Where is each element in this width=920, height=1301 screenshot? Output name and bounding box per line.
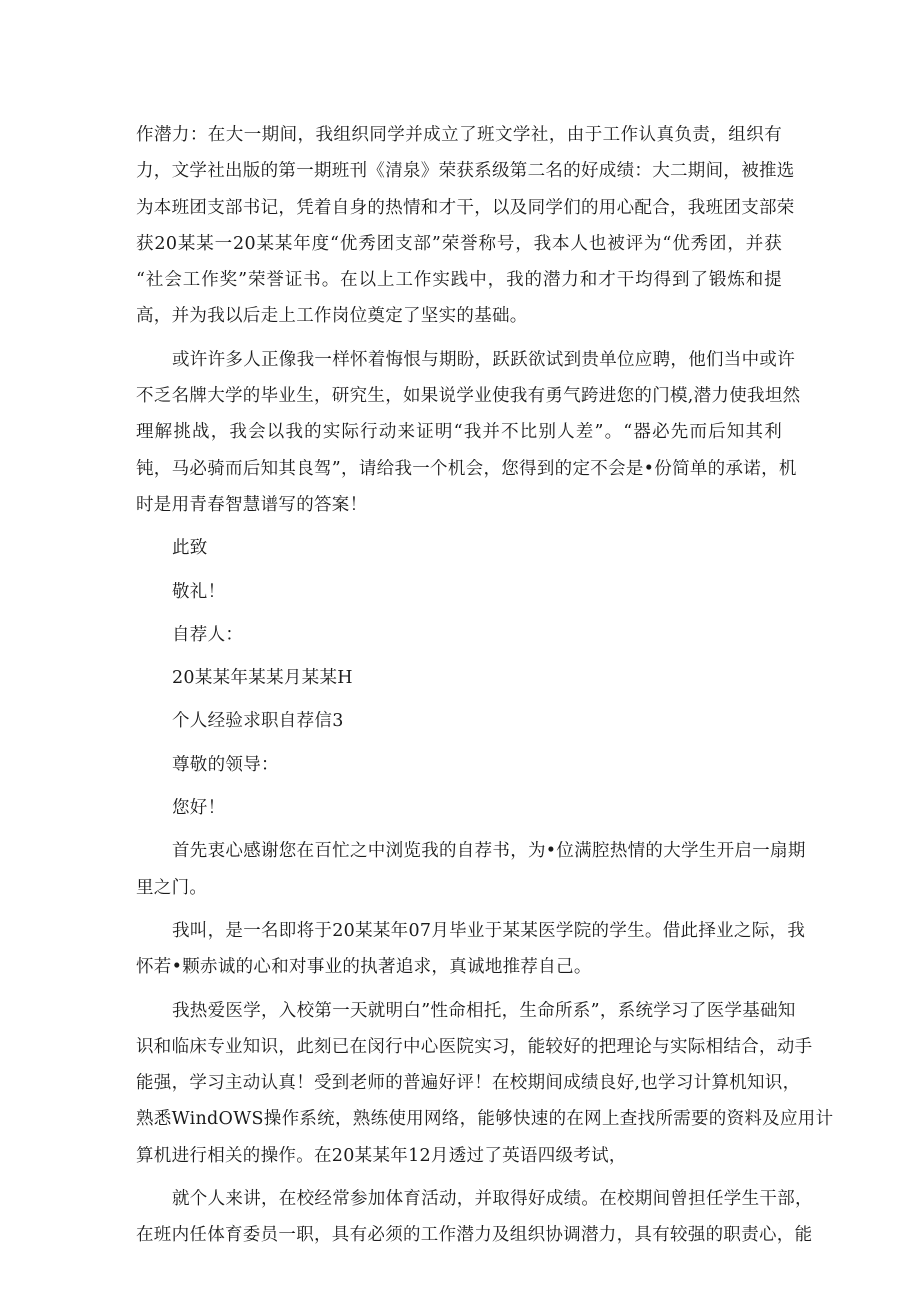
paragraph-work-ability bbox=[136, 117, 795, 335]
text-line: 力，文学社出版的第一期班刊《清泉》荣获系级第二名的好成绩：大二期间，被推选 bbox=[136, 161, 795, 182]
date-line: 20某某年某某月某某H bbox=[172, 668, 353, 689]
text-line: 时是用青春智慧谱写的答案！ bbox=[136, 494, 368, 515]
text-line: 能强，学习主动认真！受到老师的普遍好评！在校期间成绩良好,也学习计算机知识， bbox=[136, 1073, 801, 1094]
paragraph-thanks bbox=[136, 833, 806, 906]
text-line: 在班内任体育委员一职，具有必须的工作潜力及组织协调潜力，具有较强的职责心，能 bbox=[136, 1225, 813, 1246]
text-line: 首先衷心感谢您在百忙之中浏览我的自荐书，为•位满腔热情的大学生开启一扇期 bbox=[172, 841, 806, 862]
paragraph-activities bbox=[136, 1181, 813, 1254]
text-line: 作潜力：在大一期间，我组织同学并成立了班文学社，由于工作认真负责，组织有 bbox=[136, 125, 782, 145]
text-line: 获20某某一20某某年度“优秀团支部”荣誉称号，我本人也被评为“优秀团，并获 bbox=[136, 233, 782, 254]
text-line: 就个人来讲，在校经常参加体育活动，并取得好成绩。在校期间曾担任学生干部， bbox=[172, 1189, 813, 1210]
text-line: 我热爱医学，入校第一天就明白”性命相托，生命所系”，系统学习了医学基础知 bbox=[172, 1000, 796, 1021]
text-line: 里之门。 bbox=[136, 877, 208, 898]
letter-body bbox=[136, 117, 834, 1254]
closing-line: 此致 bbox=[172, 538, 208, 559]
text-line: 算机进行相关的操作。在20某某年12月透过了英语四级考试， bbox=[136, 1145, 627, 1166]
text-line: 我叫，是一名即将于20某某年07月毕业于某某医学院的学生。借此择业之际，我 bbox=[172, 920, 806, 941]
paragraph-opportunity bbox=[136, 342, 801, 523]
greeting-line: 尊敬的领导： bbox=[172, 754, 279, 775]
text-line: 高，并为我以后走上工作岗位奠定了坚实的基础。 bbox=[136, 306, 528, 327]
recommender-line: 自荐人： bbox=[172, 624, 244, 645]
text-line: 理解挑战，我会以我的实际行动来证明“我并不比别人差”。“器必先而后知其利 bbox=[136, 422, 782, 443]
paragraph-introduction bbox=[136, 913, 806, 986]
text-line: 不乏名牌大学的毕业生，研究生，如果说学业使我有勇气跨进您的门模,潜力使我坦然 bbox=[136, 386, 801, 407]
paragraph-medicine bbox=[136, 993, 834, 1174]
text-line: 怀若•颗赤诚的心和对事业的执著追求，真诚地推荐自己。 bbox=[136, 957, 592, 978]
hello-line: 您好！ bbox=[172, 798, 226, 819]
letter-title: 个人经验求职自荐信3 bbox=[172, 711, 344, 732]
text-line: 或许许多人正像我一样怀着悔恨与期盼，跃跃欲试到贵单位应聘，他们当中或许 bbox=[172, 349, 795, 370]
salute-line: 敬礼！ bbox=[172, 581, 226, 602]
text-line: 熟悉WindOWS操作系统，熟练使用网络，能够快速的在网上查找所需要的资料及应用计 bbox=[136, 1109, 834, 1130]
text-line: 为本班团支部书记，凭着自身的热情和才干，以及同学们的用心配合，我班团支部荣 bbox=[136, 197, 795, 218]
text-line: 识和临床专业知识，此刻已在闵行中心医院实习，能较好的把理论与实际相结合，动手 bbox=[136, 1036, 813, 1057]
text-line: 钝，马必骑而后知其良驾”，请给我一个机会，您得到的定不会是•份简单的承诺，机 bbox=[136, 458, 797, 479]
text-line: “社会工作奖”荣誉证书。在以上工作实践中，我的潜力和才干均得到了锻炼和提 bbox=[136, 270, 782, 291]
